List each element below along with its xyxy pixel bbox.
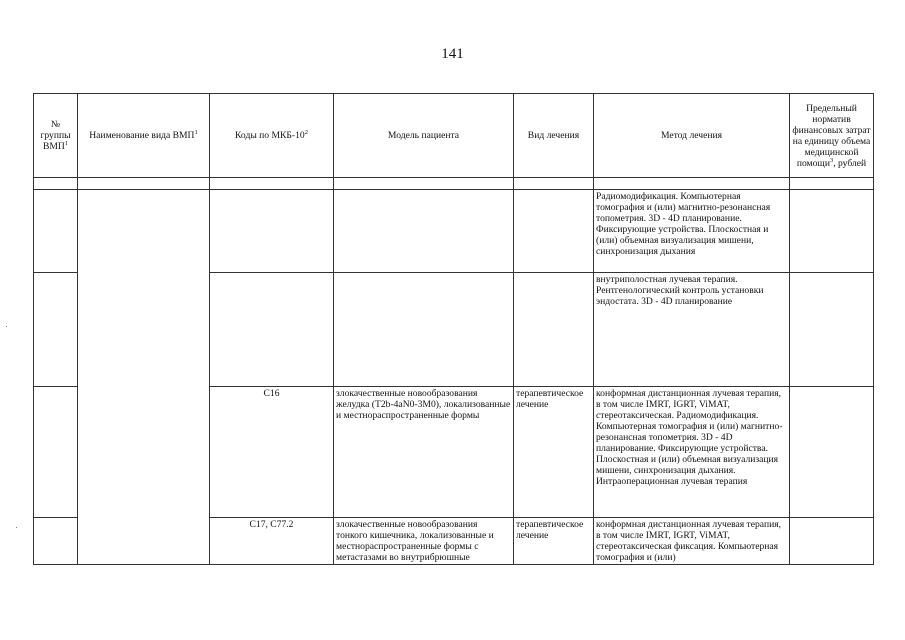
header-row bbox=[34, 94, 874, 178]
cost-norm-cell bbox=[790, 190, 874, 273]
icd-code-cell bbox=[210, 273, 334, 387]
vmp-name-cell bbox=[78, 190, 210, 565]
patient-model-cell bbox=[334, 273, 514, 387]
scan-mark bbox=[16, 527, 17, 528]
header-treatment-type: Вид лечения bbox=[514, 94, 594, 178]
icd-code-cell: C16 bbox=[210, 387, 334, 518]
vmp-table bbox=[33, 93, 874, 565]
treatment-type-cell bbox=[514, 273, 594, 387]
group-no-cell bbox=[34, 273, 78, 387]
cost-norm-cell bbox=[790, 387, 874, 518]
patient-model-cell: злокачественные новообразования желудка (T2b-4aN0-3M0), локализованные и местнораспространенные формы bbox=[334, 387, 514, 518]
treatment-type-cell: терапевтическое лечение bbox=[514, 518, 594, 565]
table-row bbox=[34, 190, 874, 273]
cost-norm-cell bbox=[790, 518, 874, 565]
treatment-method-cell: конформная дистанционная лучевая терапия, в том числе IMRT, IGRT, ViMAT, стереотаксическая фиксация. Компьютерная томография и (или) bbox=[594, 518, 790, 565]
treatment-type-cell: терапевтическое лечение bbox=[514, 387, 594, 518]
treatment-method-cell: внутриполостная лучевая терапия. Рентгенологический контроль установки эндостата. 3D - 4D планирование bbox=[594, 273, 790, 387]
cost-norm-cell bbox=[790, 273, 874, 387]
patient-model-cell bbox=[334, 190, 514, 273]
group-no-cell bbox=[34, 190, 78, 273]
patient-model-cell: злокачественные новообразования тонкого кишечника, локализованные и местнораспространенные формы с метастазами во внутрибрюшные bbox=[334, 518, 514, 565]
group-no-cell bbox=[34, 387, 78, 518]
header-group-no: № группы ВМП$^1$ bbox=[34, 94, 78, 178]
header-icd-codes: Коды по МКБ-$10^2$ bbox=[210, 94, 334, 178]
treatment-method-cell: Радиомодификация. Компьютерная томография и (или) магнитно-резонансная топометрия. 3D - 4D планирование. Фиксирующие устройства. Плоскостная и (или) объемная визуализация мишени, синхронизация дыхания bbox=[594, 190, 790, 273]
page-number: 141 bbox=[441, 46, 464, 62]
group-no-cell bbox=[34, 518, 78, 565]
treatment-type-cell bbox=[514, 190, 594, 273]
header-patient-model: Модель пациента bbox=[334, 94, 514, 178]
spacer-row bbox=[34, 178, 874, 190]
treatment-method-cell: конформная дистанционная лучевая терапия, в том числе IMRT, IGRT, ViMAT, стереотаксическая. Радиомодификация. Компьютерная томография и (или) магнитно-резонансная топометрия. 3D - 4D планирование. Фиксирующие устройства. Плоскостная и (или) объемная визуализация мишени, синхронизация дыхания. Интраоперационная лучевая терапия bbox=[594, 387, 790, 518]
header-vmp-name: Наименование вида ВМП$^1$ bbox=[78, 94, 210, 178]
icd-code-cell bbox=[210, 190, 334, 273]
header-cost-norm: Предельный норматив финансовых затрат на единицу объема медицинской помощи$^3$, рублей bbox=[790, 94, 874, 178]
icd-code-cell: C17, C77.2 bbox=[210, 518, 334, 565]
header-treatment-method: Метод лечения bbox=[594, 94, 790, 178]
scan-mark bbox=[6, 326, 7, 327]
